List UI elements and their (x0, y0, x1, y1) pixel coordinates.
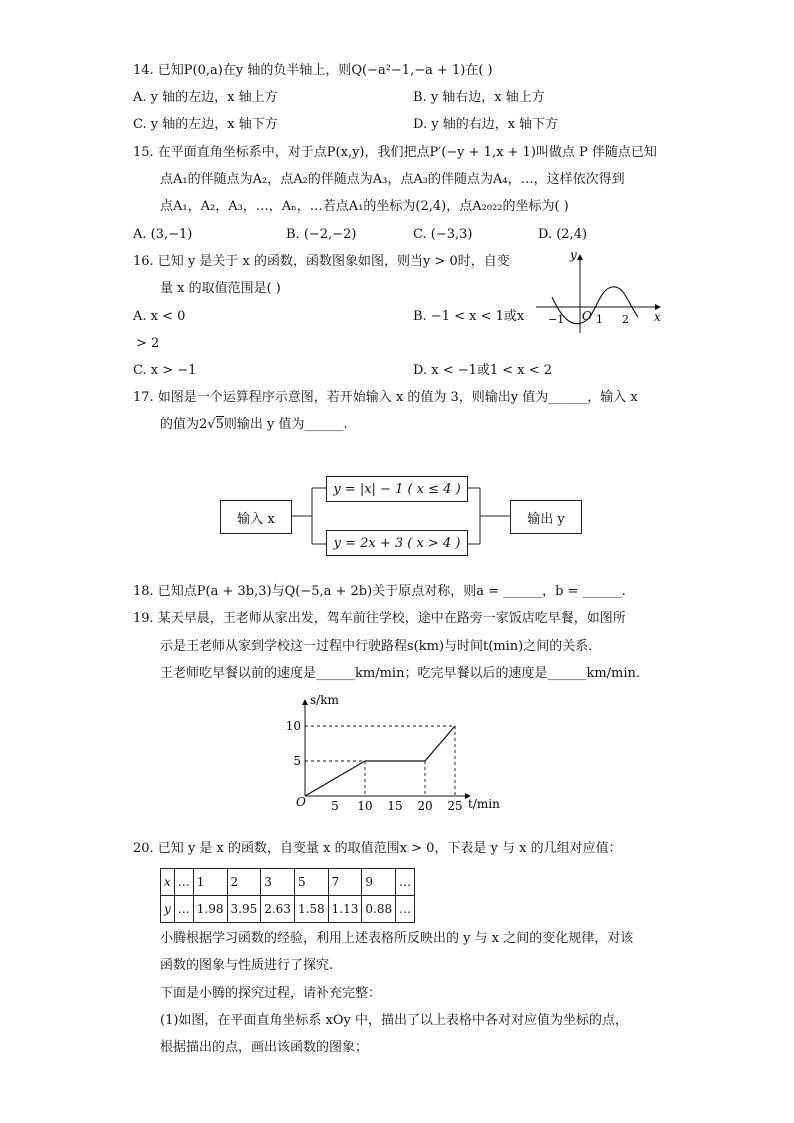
table-cell: 9 (362, 869, 396, 896)
q16-tick-neg1: −1 (548, 313, 565, 326)
q16-x-label: x (654, 310, 661, 324)
q20-line1: 20. 已知 y 是 x 的函数，自变量 x 的取值范围x > 0，下表是 y 与 x 的几组对应值： (133, 841, 622, 856)
q17-line1: 17. 如图是一个运算程序示意图，若开始输入 x 的值为 3，则输出y 值为______，输入 x (133, 390, 638, 405)
table-cell: 3.95 (227, 896, 261, 923)
q14-stem: 14. 已知P(0,a)在y 轴的负半轴上，则Q(−a²−1,−a + 1)在( ) (133, 63, 493, 78)
q19-line2: 示是王老师从家到学校这一过程中行驶路程s(km)与时间t(min)之间的关系． (160, 639, 602, 654)
chart19-series-line (305, 726, 455, 796)
flow-branch-top-box: y = |x| − 1 ( x ≤ 4 ) (326, 476, 468, 502)
table-cell: 1.58 (294, 896, 328, 923)
table-cell: 0.88 (362, 896, 396, 923)
chart19-origin-label: O (296, 795, 306, 809)
q16-line2: 量 x 的取值范围是( ) (160, 281, 281, 296)
table-cell: 1.98 (193, 896, 227, 923)
table-cell: 1.13 (328, 896, 362, 923)
q17-line2-suffix: 则输出 y 值为______. (223, 417, 348, 432)
chart19-x-tick-label: 10 (357, 799, 373, 813)
q17-line2 (160, 416, 348, 434)
table-cell: … (174, 869, 193, 896)
q19-line1: 19. 某天早晨，王老师从家出发，驾车前往学校，途中在路旁一家饭店吃早餐，如图所 (133, 611, 626, 626)
q20-para2: 函数的图象与性质进行了探究. (160, 958, 334, 973)
q19-distance-time-chart (280, 690, 520, 815)
table-cell: … (396, 869, 415, 896)
q17-sqrt-sign: √ (207, 417, 216, 432)
table-cell: … (396, 896, 415, 923)
q16-option-d: D. x < −1或1 < x < 2 (413, 363, 553, 378)
table-cell: 5 (294, 869, 328, 896)
table-cell: 2 (227, 869, 261, 896)
q15-line3: 点A₁，A₂，A₃，…，Aₙ，…若点A₁的坐标为(2,4)，点A₂₀₂₂的坐标为( ) (160, 199, 569, 214)
q20-para4: (1)如图，在平面直角坐标系 xOy 中，描出了以上表格中各对对应值为坐标的点， (160, 1013, 629, 1028)
q15-line2: 点A₁的伴随点为A₂，点A₂的伴随点为A₃，点A₃的伴随点为A₄，…，这样依次得到 (160, 172, 625, 187)
q15-option-d: D. (2,4) (538, 227, 588, 242)
table-cell: 2.63 (261, 896, 295, 923)
q18-text: 18. 已知点P(a + 3b,3)与Q(−5,a + 2b)关于原点对称，则a = ______，b = ______. (133, 584, 626, 599)
chart19-x-tick-label: 25 (447, 799, 463, 813)
table-cell: 7 (328, 869, 362, 896)
q14-option-b: B. y 轴右边，x 轴上方 (413, 90, 545, 105)
q20-value-table (160, 868, 415, 923)
chart19-y-label: s/km (310, 693, 339, 707)
table-cell: x (161, 869, 175, 896)
q19-line3: 王老师吃早餐以前的速度是______km/min；吃完早餐以后的速度是______km/min. (160, 666, 641, 681)
q16-function-graph (530, 245, 670, 337)
chart19-x-tick-label: 15 (387, 799, 403, 813)
q17-radicand: 5 (215, 417, 224, 432)
flow-input-box: 输入 x (220, 500, 292, 534)
q14-option-c: C. y 轴的左边，x 轴下方 (133, 117, 278, 132)
chart19-y-tick-label: 5 (293, 754, 301, 768)
q15-option-a: A. (3,−1) (133, 227, 193, 242)
q14-option-d: D. y 轴的右边，x 轴下方 (413, 117, 559, 132)
chart19-x-tick-label: 5 (331, 799, 339, 813)
table-cell: 1 (193, 869, 227, 896)
chart19-x-tick-label: 20 (417, 799, 433, 813)
q14-option-a: A. y 轴的左边，x 轴上方 (133, 90, 278, 105)
q16-option-b: B. −1 < x < 1或x (413, 309, 525, 324)
q20-para3: 下面是小腾的探究过程，请补充完整： (160, 986, 382, 1001)
flow-output-box: 输出 y (510, 500, 582, 534)
q16-origin-label: O (582, 309, 592, 323)
chart19-x-label: t/min (468, 797, 500, 811)
q16-option-b-continued: > 2 (136, 336, 160, 351)
q20-para5: 根据描出的点，画出该函数的图象； (160, 1040, 369, 1055)
table-row (161, 896, 415, 923)
q16-option-a: A. x < 0 (133, 309, 186, 324)
q17-line2-prefix: 的值为2 (160, 417, 208, 432)
q15-option-b: B. (−2,−2) (286, 227, 357, 242)
chart19-y-tick-label: 10 (285, 719, 301, 733)
q16-y-label: y (570, 248, 577, 262)
table-cell: 3 (261, 869, 295, 896)
q16-tick-1: 1 (596, 313, 603, 326)
q15-line1: 15. 在平面直角坐标系中，对于点P(x,y)，我们把点P′(−y + 1,x + 1)叫做点 P 伴随点已知 (133, 145, 657, 160)
table-cell: … (174, 896, 193, 923)
q15-option-c: C. (−3,3) (413, 227, 473, 242)
flow-branch-bottom-box: y = 2x + 3 ( x > 4 ) (326, 530, 468, 556)
q16-tick-2: 2 (622, 313, 629, 326)
q16-line1: 16. 已知 y 是关于 x 的函数，函数图象如图，则当y > 0时，自变 (133, 254, 510, 269)
table-cell: y (161, 896, 175, 923)
q20-para1: 小腾根据学习函数的经验，利用上述表格所反映出的 y 与 x 之间的变化规律，对该 (160, 931, 634, 946)
table-row (161, 869, 415, 896)
q16-option-c: C. x > −1 (133, 363, 197, 378)
